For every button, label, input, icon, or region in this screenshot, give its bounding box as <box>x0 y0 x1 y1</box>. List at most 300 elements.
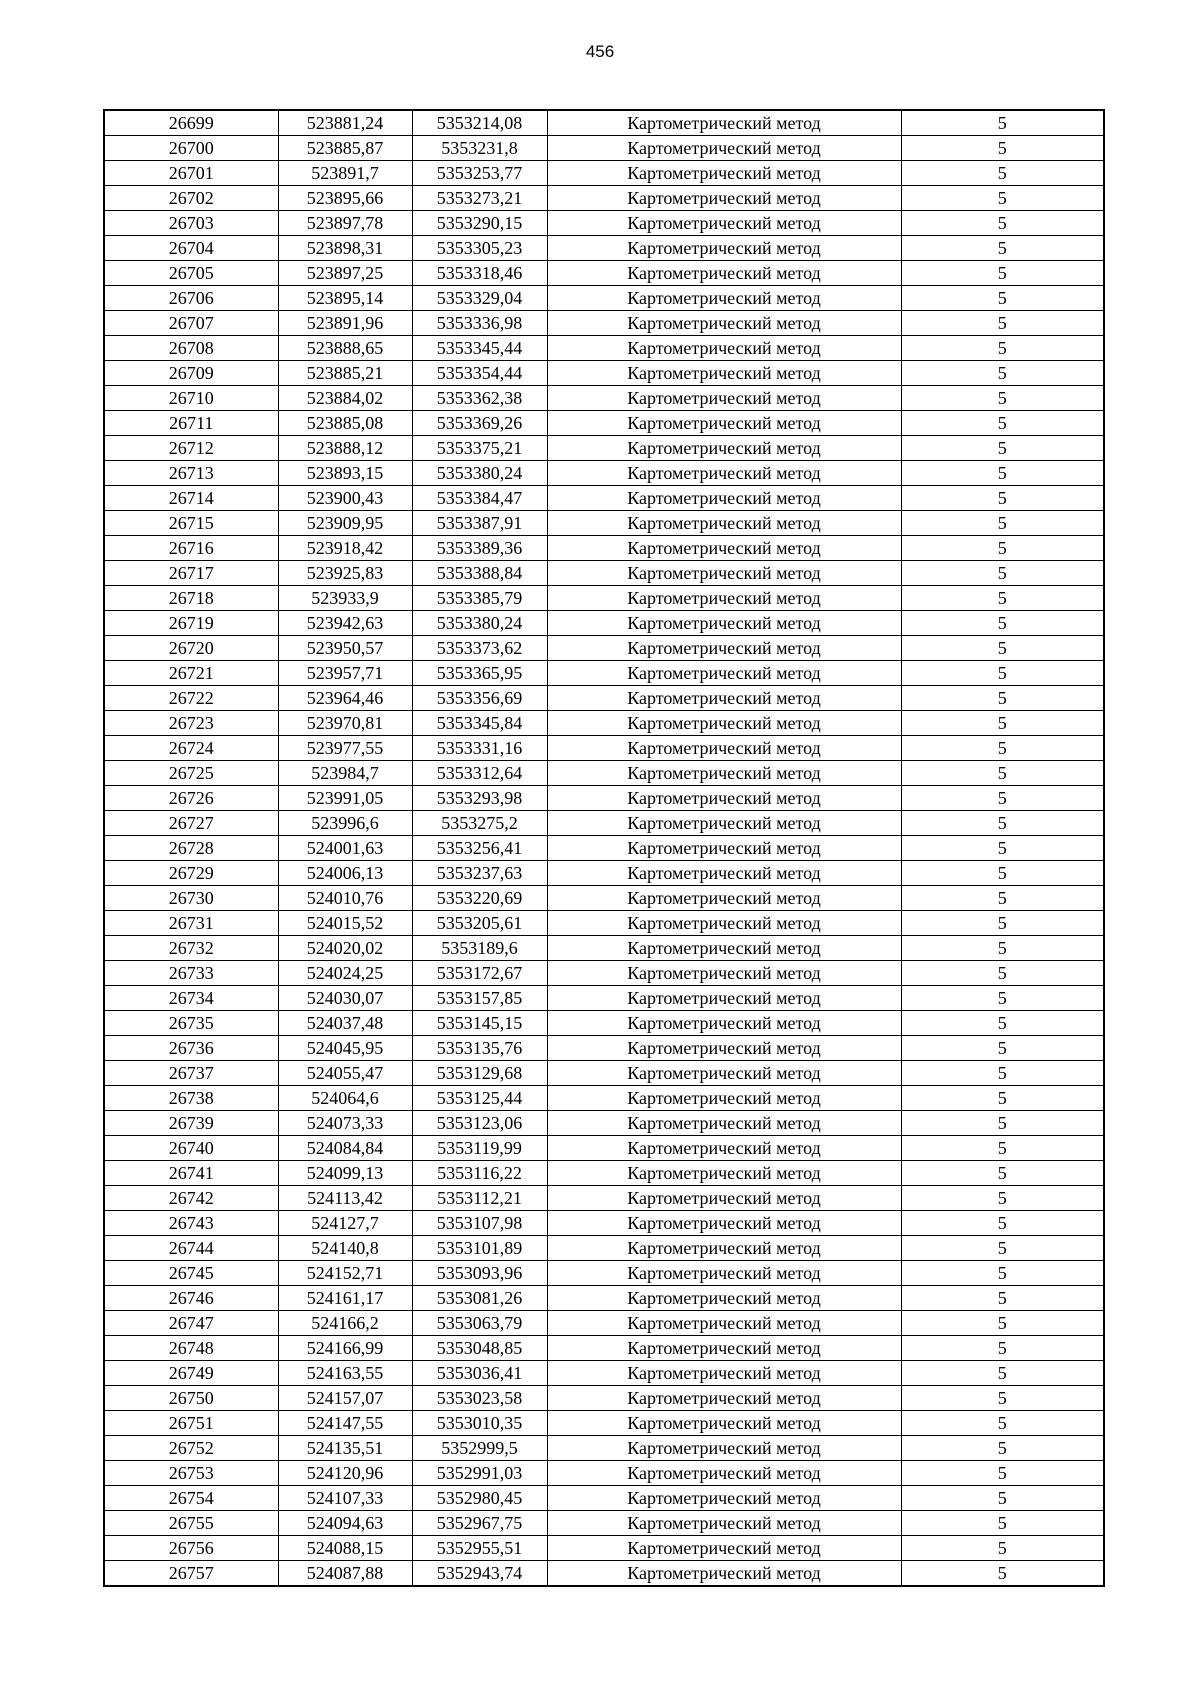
point-number-cell: 26721 <box>104 661 278 686</box>
accuracy-cell: 5 <box>901 1336 1104 1361</box>
method-cell: Картометрический метод <box>547 1286 901 1311</box>
y-coordinate-cell: 5353384,47 <box>412 486 547 511</box>
method-cell: Картометрический метод <box>547 611 901 636</box>
y-coordinate-cell: 5352991,03 <box>412 1461 547 1486</box>
method-cell: Картометрический метод <box>547 936 901 961</box>
table-row <box>104 836 1104 861</box>
table-row <box>104 1461 1104 1486</box>
accuracy-cell: 5 <box>901 611 1104 636</box>
method-cell: Картометрический метод <box>547 1136 901 1161</box>
method-cell: Картометрический метод <box>547 1461 901 1486</box>
y-coordinate-cell: 5353388,84 <box>412 561 547 586</box>
point-number-cell: 26714 <box>104 486 278 511</box>
accuracy-cell: 5 <box>901 436 1104 461</box>
point-number-cell: 26744 <box>104 1236 278 1261</box>
accuracy-cell: 5 <box>901 336 1104 361</box>
x-coordinate-cell: 523925,83 <box>278 561 412 586</box>
accuracy-cell: 5 <box>901 1011 1104 1036</box>
accuracy-cell: 5 <box>901 311 1104 336</box>
accuracy-cell: 5 <box>901 1386 1104 1411</box>
x-coordinate-cell: 523884,02 <box>278 386 412 411</box>
table-row <box>104 386 1104 411</box>
accuracy-cell: 5 <box>901 1086 1104 1111</box>
accuracy-cell: 5 <box>901 1486 1104 1511</box>
method-cell: Картометрический метод <box>547 561 901 586</box>
point-number-cell: 26708 <box>104 336 278 361</box>
x-coordinate-cell: 523893,15 <box>278 461 412 486</box>
x-coordinate-cell: 523942,63 <box>278 611 412 636</box>
table-row <box>104 686 1104 711</box>
y-coordinate-cell: 5353293,98 <box>412 786 547 811</box>
x-coordinate-cell: 524120,96 <box>278 1461 412 1486</box>
x-coordinate-cell: 523891,96 <box>278 311 412 336</box>
y-coordinate-cell: 5353135,76 <box>412 1036 547 1061</box>
table-row <box>104 1136 1104 1161</box>
y-coordinate-cell: 5352955,51 <box>412 1536 547 1561</box>
y-coordinate-cell: 5353101,89 <box>412 1236 547 1261</box>
table-row <box>104 811 1104 836</box>
x-coordinate-cell: 523897,78 <box>278 211 412 236</box>
accuracy-cell: 5 <box>901 286 1104 311</box>
x-coordinate-cell: 524163,55 <box>278 1361 412 1386</box>
table-row <box>104 561 1104 586</box>
table-row <box>104 286 1104 311</box>
method-cell: Картометрический метод <box>547 811 901 836</box>
x-coordinate-cell: 524135,51 <box>278 1436 412 1461</box>
y-coordinate-cell: 5353275,2 <box>412 811 547 836</box>
point-number-cell: 26738 <box>104 1086 278 1111</box>
y-coordinate-cell: 5353362,38 <box>412 386 547 411</box>
table-row <box>104 136 1104 161</box>
point-number-cell: 26709 <box>104 361 278 386</box>
table-row <box>104 586 1104 611</box>
table-row <box>104 236 1104 261</box>
x-coordinate-cell: 523888,65 <box>278 336 412 361</box>
method-cell: Картометрический метод <box>547 1561 901 1587</box>
table-row <box>104 636 1104 661</box>
point-number-cell: 26751 <box>104 1411 278 1436</box>
table-row <box>104 786 1104 811</box>
accuracy-cell: 5 <box>901 1286 1104 1311</box>
table-row <box>104 411 1104 436</box>
x-coordinate-cell: 524152,71 <box>278 1261 412 1286</box>
point-number-cell: 26703 <box>104 211 278 236</box>
accuracy-cell: 5 <box>901 211 1104 236</box>
accuracy-cell: 5 <box>901 786 1104 811</box>
x-coordinate-cell: 523950,57 <box>278 636 412 661</box>
point-number-cell: 26722 <box>104 686 278 711</box>
accuracy-cell: 5 <box>901 1311 1104 1336</box>
point-number-cell: 26735 <box>104 1011 278 1036</box>
y-coordinate-cell: 5353253,77 <box>412 161 547 186</box>
point-number-cell: 26725 <box>104 761 278 786</box>
x-coordinate-cell: 524064,6 <box>278 1086 412 1111</box>
accuracy-cell: 5 <box>901 136 1104 161</box>
x-coordinate-cell: 524020,02 <box>278 936 412 961</box>
y-coordinate-cell: 5353331,16 <box>412 736 547 761</box>
accuracy-cell: 5 <box>901 586 1104 611</box>
x-coordinate-cell: 524084,84 <box>278 1136 412 1161</box>
accuracy-cell: 5 <box>901 936 1104 961</box>
point-number-cell: 26733 <box>104 961 278 986</box>
method-cell: Картометрический метод <box>547 686 901 711</box>
accuracy-cell: 5 <box>901 1161 1104 1186</box>
accuracy-cell: 5 <box>901 561 1104 586</box>
y-coordinate-cell: 5353305,23 <box>412 236 547 261</box>
x-coordinate-cell: 523885,08 <box>278 411 412 436</box>
y-coordinate-cell: 5353373,62 <box>412 636 547 661</box>
accuracy-cell: 5 <box>901 461 1104 486</box>
accuracy-cell: 5 <box>901 110 1104 136</box>
table-row <box>104 936 1104 961</box>
accuracy-cell: 5 <box>901 1436 1104 1461</box>
point-number-cell: 26749 <box>104 1361 278 1386</box>
method-cell: Картометрический метод <box>547 1236 901 1261</box>
x-coordinate-cell: 524099,13 <box>278 1161 412 1186</box>
y-coordinate-cell: 5353107,98 <box>412 1211 547 1236</box>
point-number-cell: 26734 <box>104 986 278 1011</box>
x-coordinate-cell: 524015,52 <box>278 911 412 936</box>
y-coordinate-cell: 5353048,85 <box>412 1336 547 1361</box>
accuracy-cell: 5 <box>901 811 1104 836</box>
x-coordinate-cell: 523891,7 <box>278 161 412 186</box>
accuracy-cell: 5 <box>901 1511 1104 1536</box>
method-cell: Картометрический метод <box>547 110 901 136</box>
method-cell: Картометрический метод <box>547 786 901 811</box>
y-coordinate-cell: 5353354,44 <box>412 361 547 386</box>
point-number-cell: 26736 <box>104 1036 278 1061</box>
x-coordinate-cell: 523885,87 <box>278 136 412 161</box>
table-row <box>104 1561 1104 1587</box>
point-number-cell: 26753 <box>104 1461 278 1486</box>
point-number-cell: 26715 <box>104 511 278 536</box>
point-number-cell: 26756 <box>104 1536 278 1561</box>
point-number-cell: 26724 <box>104 736 278 761</box>
x-coordinate-cell: 523991,05 <box>278 786 412 811</box>
table-row <box>104 911 1104 936</box>
table-row <box>104 311 1104 336</box>
accuracy-cell: 5 <box>901 1136 1104 1161</box>
table-row <box>104 1236 1104 1261</box>
point-number-cell: 26723 <box>104 711 278 736</box>
accuracy-cell: 5 <box>901 686 1104 711</box>
table-row <box>104 186 1104 211</box>
point-number-cell: 26750 <box>104 1386 278 1411</box>
x-coordinate-cell: 523918,42 <box>278 536 412 561</box>
y-coordinate-cell: 5353380,24 <box>412 611 547 636</box>
x-coordinate-cell: 524127,7 <box>278 1211 412 1236</box>
table-row <box>104 1261 1104 1286</box>
accuracy-cell: 5 <box>901 1361 1104 1386</box>
table-row <box>104 110 1104 136</box>
method-cell: Картометрический метод <box>547 1311 901 1336</box>
method-cell: Картометрический метод <box>547 1411 901 1436</box>
point-number-cell: 26712 <box>104 436 278 461</box>
accuracy-cell: 5 <box>901 536 1104 561</box>
table-row <box>104 361 1104 386</box>
table-row <box>104 1311 1104 1336</box>
method-cell: Картометрический метод <box>547 1361 901 1386</box>
x-coordinate-cell: 523898,31 <box>278 236 412 261</box>
accuracy-cell: 5 <box>901 761 1104 786</box>
table-row <box>104 1361 1104 1386</box>
point-number-cell: 26730 <box>104 886 278 911</box>
accuracy-cell: 5 <box>901 711 1104 736</box>
accuracy-cell: 5 <box>901 361 1104 386</box>
y-coordinate-cell: 5353380,24 <box>412 461 547 486</box>
table-row <box>104 1036 1104 1061</box>
y-coordinate-cell: 5353369,26 <box>412 411 547 436</box>
y-coordinate-cell: 5353205,61 <box>412 911 547 936</box>
y-coordinate-cell: 5353112,21 <box>412 1186 547 1211</box>
point-number-cell: 26720 <box>104 636 278 661</box>
point-number-cell: 26731 <box>104 911 278 936</box>
table-row <box>104 1061 1104 1086</box>
table-row <box>104 461 1104 486</box>
table-row <box>104 1086 1104 1111</box>
x-coordinate-cell: 524055,47 <box>278 1061 412 1086</box>
point-number-cell: 26706 <box>104 286 278 311</box>
table-row <box>104 511 1104 536</box>
point-number-cell: 26739 <box>104 1111 278 1136</box>
x-coordinate-cell: 523881,24 <box>278 110 412 136</box>
accuracy-cell: 5 <box>901 1261 1104 1286</box>
y-coordinate-cell: 5353093,96 <box>412 1261 547 1286</box>
x-coordinate-cell: 524001,63 <box>278 836 412 861</box>
point-number-cell: 26699 <box>104 110 278 136</box>
point-number-cell: 26745 <box>104 1261 278 1286</box>
accuracy-cell: 5 <box>901 986 1104 1011</box>
method-cell: Картометрический метод <box>547 736 901 761</box>
point-number-cell: 26702 <box>104 186 278 211</box>
y-coordinate-cell: 5353123,06 <box>412 1111 547 1136</box>
accuracy-cell: 5 <box>901 1561 1104 1587</box>
method-cell: Картометрический метод <box>547 211 901 236</box>
method-cell: Картометрический метод <box>547 1386 901 1411</box>
y-coordinate-cell: 5353010,35 <box>412 1411 547 1436</box>
table-row <box>104 711 1104 736</box>
method-cell: Картометрический метод <box>547 386 901 411</box>
point-number-cell: 26701 <box>104 161 278 186</box>
method-cell: Картометрический метод <box>547 986 901 1011</box>
accuracy-cell: 5 <box>901 661 1104 686</box>
x-coordinate-cell: 524088,15 <box>278 1536 412 1561</box>
x-coordinate-cell: 524030,07 <box>278 986 412 1011</box>
point-number-cell: 26727 <box>104 811 278 836</box>
accuracy-cell: 5 <box>901 1236 1104 1261</box>
x-coordinate-cell: 524094,63 <box>278 1511 412 1536</box>
coordinates-table <box>103 109 1105 1587</box>
x-coordinate-cell: 524037,48 <box>278 1011 412 1036</box>
point-number-cell: 26716 <box>104 536 278 561</box>
method-cell: Картометрический метод <box>547 1011 901 1036</box>
point-number-cell: 26729 <box>104 861 278 886</box>
method-cell: Картометрический метод <box>547 336 901 361</box>
y-coordinate-cell: 5353312,64 <box>412 761 547 786</box>
x-coordinate-cell: 523964,46 <box>278 686 412 711</box>
y-coordinate-cell: 5353220,69 <box>412 886 547 911</box>
y-coordinate-cell: 5353389,36 <box>412 536 547 561</box>
accuracy-cell: 5 <box>901 886 1104 911</box>
y-coordinate-cell: 5353023,58 <box>412 1386 547 1411</box>
table-row <box>104 1436 1104 1461</box>
y-coordinate-cell: 5352943,74 <box>412 1561 547 1587</box>
x-coordinate-cell: 524087,88 <box>278 1561 412 1587</box>
x-coordinate-cell: 524166,2 <box>278 1311 412 1336</box>
method-cell: Картометрический метод <box>547 1211 901 1236</box>
x-coordinate-cell: 523984,7 <box>278 761 412 786</box>
method-cell: Картометрический метод <box>547 361 901 386</box>
table-row <box>104 1111 1104 1136</box>
point-number-cell: 26743 <box>104 1211 278 1236</box>
method-cell: Картометрический метод <box>547 836 901 861</box>
accuracy-cell: 5 <box>901 411 1104 436</box>
x-coordinate-cell: 523909,95 <box>278 511 412 536</box>
table-body <box>104 110 1104 1586</box>
x-coordinate-cell: 523895,14 <box>278 286 412 311</box>
accuracy-cell: 5 <box>901 486 1104 511</box>
method-cell: Картометрический метод <box>547 661 901 686</box>
x-coordinate-cell: 524157,07 <box>278 1386 412 1411</box>
table-row <box>104 1386 1104 1411</box>
method-cell: Картометрический метод <box>547 1036 901 1061</box>
table-row <box>104 861 1104 886</box>
accuracy-cell: 5 <box>901 1111 1104 1136</box>
point-number-cell: 26732 <box>104 936 278 961</box>
y-coordinate-cell: 5353116,22 <box>412 1161 547 1186</box>
x-coordinate-cell: 524107,33 <box>278 1486 412 1511</box>
table-row <box>104 536 1104 561</box>
method-cell: Картометрический метод <box>547 461 901 486</box>
point-number-cell: 26748 <box>104 1336 278 1361</box>
y-coordinate-cell: 5353145,15 <box>412 1011 547 1036</box>
x-coordinate-cell: 523897,25 <box>278 261 412 286</box>
y-coordinate-cell: 5353318,46 <box>412 261 547 286</box>
accuracy-cell: 5 <box>901 1211 1104 1236</box>
method-cell: Картометрический метод <box>547 1086 901 1111</box>
point-number-cell: 26726 <box>104 786 278 811</box>
point-number-cell: 26752 <box>104 1436 278 1461</box>
y-coordinate-cell: 5353385,79 <box>412 586 547 611</box>
table-row <box>104 261 1104 286</box>
method-cell: Картометрический метод <box>547 161 901 186</box>
table-row <box>104 1161 1104 1186</box>
y-coordinate-cell: 5353345,84 <box>412 711 547 736</box>
point-number-cell: 26710 <box>104 386 278 411</box>
y-coordinate-cell: 5353063,79 <box>412 1311 547 1336</box>
accuracy-cell: 5 <box>901 386 1104 411</box>
point-number-cell: 26719 <box>104 611 278 636</box>
x-coordinate-cell: 523996,6 <box>278 811 412 836</box>
method-cell: Картометрический метод <box>547 711 901 736</box>
x-coordinate-cell: 523957,71 <box>278 661 412 686</box>
method-cell: Картометрический метод <box>547 261 901 286</box>
method-cell: Картометрический метод <box>547 586 901 611</box>
method-cell: Картометрический метод <box>547 486 901 511</box>
x-coordinate-cell: 524140,8 <box>278 1236 412 1261</box>
method-cell: Картометрический метод <box>547 911 901 936</box>
accuracy-cell: 5 <box>901 1411 1104 1436</box>
point-number-cell: 26717 <box>104 561 278 586</box>
point-number-cell: 26704 <box>104 236 278 261</box>
method-cell: Картометрический метод <box>547 1111 901 1136</box>
y-coordinate-cell: 5353214,08 <box>412 110 547 136</box>
point-number-cell: 26705 <box>104 261 278 286</box>
table-row <box>104 761 1104 786</box>
accuracy-cell: 5 <box>901 861 1104 886</box>
accuracy-cell: 5 <box>901 1186 1104 1211</box>
page-number: 456 <box>585 42 615 61</box>
y-coordinate-cell: 5352967,75 <box>412 1511 547 1536</box>
y-coordinate-cell: 5353036,41 <box>412 1361 547 1386</box>
table-row <box>104 736 1104 761</box>
y-coordinate-cell: 5353375,21 <box>412 436 547 461</box>
method-cell: Картометрический метод <box>547 136 901 161</box>
point-number-cell: 26740 <box>104 1136 278 1161</box>
method-cell: Картометрический метод <box>547 186 901 211</box>
method-cell: Картометрический метод <box>547 1486 901 1511</box>
method-cell: Картометрический метод <box>547 1436 901 1461</box>
y-coordinate-cell: 5353273,21 <box>412 186 547 211</box>
accuracy-cell: 5 <box>901 1461 1104 1486</box>
point-number-cell: 26754 <box>104 1486 278 1511</box>
x-coordinate-cell: 523900,43 <box>278 486 412 511</box>
table-row <box>104 1011 1104 1036</box>
method-cell: Картометрический метод <box>547 636 901 661</box>
x-coordinate-cell: 523977,55 <box>278 736 412 761</box>
x-coordinate-cell: 523888,12 <box>278 436 412 461</box>
table-row <box>104 211 1104 236</box>
y-coordinate-cell: 5353189,6 <box>412 936 547 961</box>
method-cell: Картометрический метод <box>547 311 901 336</box>
point-number-cell: 26700 <box>104 136 278 161</box>
method-cell: Картометрический метод <box>547 1511 901 1536</box>
method-cell: Картометрический метод <box>547 511 901 536</box>
table-row <box>104 1411 1104 1436</box>
x-coordinate-cell: 524010,76 <box>278 886 412 911</box>
method-cell: Картометрический метод <box>547 536 901 561</box>
y-coordinate-cell: 5353345,44 <box>412 336 547 361</box>
table-row <box>104 336 1104 361</box>
method-cell: Картометрический метод <box>547 1336 901 1361</box>
point-number-cell: 26711 <box>104 411 278 436</box>
y-coordinate-cell: 5353129,68 <box>412 1061 547 1086</box>
y-coordinate-cell: 5353387,91 <box>412 511 547 536</box>
accuracy-cell: 5 <box>901 511 1104 536</box>
table-row <box>104 436 1104 461</box>
y-coordinate-cell: 5352999,5 <box>412 1436 547 1461</box>
table-row <box>104 1486 1104 1511</box>
point-number-cell: 26746 <box>104 1286 278 1311</box>
point-number-cell: 26728 <box>104 836 278 861</box>
y-coordinate-cell: 5352980,45 <box>412 1486 547 1511</box>
x-coordinate-cell: 523933,9 <box>278 586 412 611</box>
table-row <box>104 1536 1104 1561</box>
y-coordinate-cell: 5353290,15 <box>412 211 547 236</box>
method-cell: Картометрический метод <box>547 761 901 786</box>
method-cell: Картометрический метод <box>547 286 901 311</box>
y-coordinate-cell: 5353356,69 <box>412 686 547 711</box>
x-coordinate-cell: 524161,17 <box>278 1286 412 1311</box>
point-number-cell: 26741 <box>104 1161 278 1186</box>
point-number-cell: 26713 <box>104 461 278 486</box>
point-number-cell: 26757 <box>104 1561 278 1587</box>
y-coordinate-cell: 5353119,99 <box>412 1136 547 1161</box>
method-cell: Картометрический метод <box>547 1536 901 1561</box>
table-row <box>104 961 1104 986</box>
y-coordinate-cell: 5353329,04 <box>412 286 547 311</box>
accuracy-cell: 5 <box>901 186 1104 211</box>
